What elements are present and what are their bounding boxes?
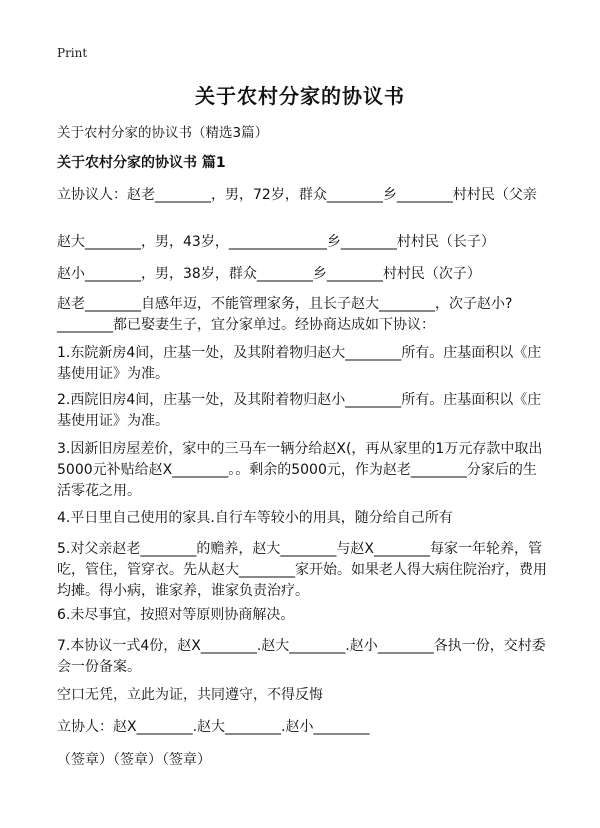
clause-5: 5.对父亲赵老________的赡养，赵大________与赵X________每家一年轮养，管吃，管住，管穿衣。先从赵大________家开始。如果老人得大病住院治疗，费用均摊。得小病，谁家养，谁家负责治疗。 (57, 541, 547, 599)
document-subtitle: 关于农村分家的协议书（精选3篇） (57, 125, 269, 141)
closing-statement: 空口无凭，立此为证，共同遵守，不得反悔 (57, 687, 323, 703)
party-line-father: 立协议人：赵老________，男，72岁，群众________乡________村村民（父亲 (57, 187, 537, 203)
clause-2: 2.西院旧房4间，庄基一处，及其附着物归赵小________所有。庄基面积以《庄基使用证》为准。 (57, 392, 542, 429)
signers-line: 立协人：赵X________.赵大________.赵小________ (57, 719, 370, 735)
party-line-younger-son: 赵小________，男，38岁，群众________乡________村村民（次子） (57, 266, 481, 282)
intro-paragraph: 赵老________自感年迈，不能管理家务，且长子赵大________，次子赵小?________都已娶妻生子，宜分家单过。经协商达成如下协议： (57, 296, 513, 333)
section-heading: 关于农村分家的协议书 篇1 (57, 155, 226, 171)
clause-4: 4.平日里自己使用的家具.自行车等较小的用具，随分给自己所有 (57, 510, 453, 526)
clause-7: 7.本协议一式4份，赵X________.赵大________.赵小________各执一份，交村委会一份备案。 (57, 638, 546, 675)
clause-3: 3.因新旧房屋差价，家中的三马车一辆分给赵X(，再从家里的1万元存款中取出5000元补贴给赵X________。。剩余的5000元，作为赵老________分家后的生活零花之用。 (57, 441, 543, 499)
print-label: Print (57, 46, 88, 60)
clause-1: 1.东院新房4间，庄基一处，及其附着物归赵大________所有。庄基面积以《庄基使用证》为准。 (57, 345, 542, 382)
clause-6: 6.未尽事宜，按照对等原则协商解决。 (57, 607, 295, 623)
document-title: 关于农村分家的协议书 (195, 84, 405, 108)
seal-placeholders: （签章）（签章）（签章） (57, 752, 211, 768)
party-line-eldest-son: 赵大________，男，43岁，______________乡________村村民（长子） (57, 234, 495, 250)
